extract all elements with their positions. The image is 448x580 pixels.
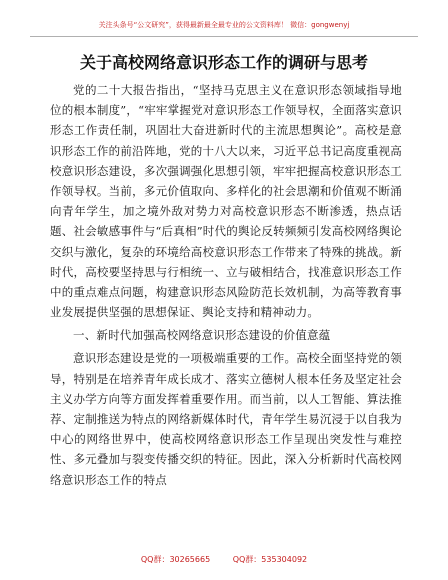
footer-qq-groups — [0, 552, 448, 568]
section-heading-1: 一、新时代加强高校网络意识形态建设的价值意蕴 — [73, 328, 331, 343]
document-body — [50, 80, 402, 490]
body-paragraph-2: 意识形态建设是党的一项极端重要的工作。高校全面坚持党的领导，特别是在培养青年成长成才、落实立德树人根本任务及坚定社会主义办学方向等方面发挥着重要作用。而当前，以人工智能、算法推荐、定制推送为特点的网络新媒体时代，青年学生易沉浸于以自我为中心的网络世界中，使高校网络意识形态工作呈现出突发性与难控性、多元叠加与裂变传播交织的特征。因此，深入分析新时代高校网络意识形态工作的特点 — [50, 351, 402, 487]
footer-qq-group-1: QQ群：30265665 — [140, 555, 211, 564]
body-paragraph-1: 党的二十大报告指出，“坚持马克思主义在意识形态领域指导地位的根本制度”，“牢牢掌握党对意识形态工作领导权，全面落实意识形态工作责任制，巩固壮大奋进新时代的主流思想舆论”。高校是意识形态工作的前沿阵地，党的十八大以来，习近平总书记高度重视高校意识形态建设，多次强调强化思想引领，牢牢把握高校意识形态工作领导权。当前，多元价值取向、多样化的社会思潮和价值观不断涌向青年学生，加之境外敌对势力对高校意识形态不断渗透，热点话题、社会敏感事件与“后真相”时代的舆论反转频频引发高校网络舆论交织与激化，复杂的环境给高校意识形态工作带来了特殊的挑战。新时代，高校要坚持思与行相统一、立与破相结合，找准意识形态工作中的重点难点问题，构建意识形态风险防范长效机制，为高等教育事业发展提供坚强的思想保证、舆论支持和精神动力。 — [50, 83, 402, 320]
document-title: 关于高校网络意识形态工作的调研与思考 — [79, 53, 368, 72]
promo-banner: 关注头条号“公文研究”，获得最新最全最专业的公文资料库！ 微信：gongwenyj — [98, 21, 350, 29]
footer-qq-group-2: QQ群：535304092 — [232, 555, 308, 564]
header-divider — [30, 36, 418, 37]
